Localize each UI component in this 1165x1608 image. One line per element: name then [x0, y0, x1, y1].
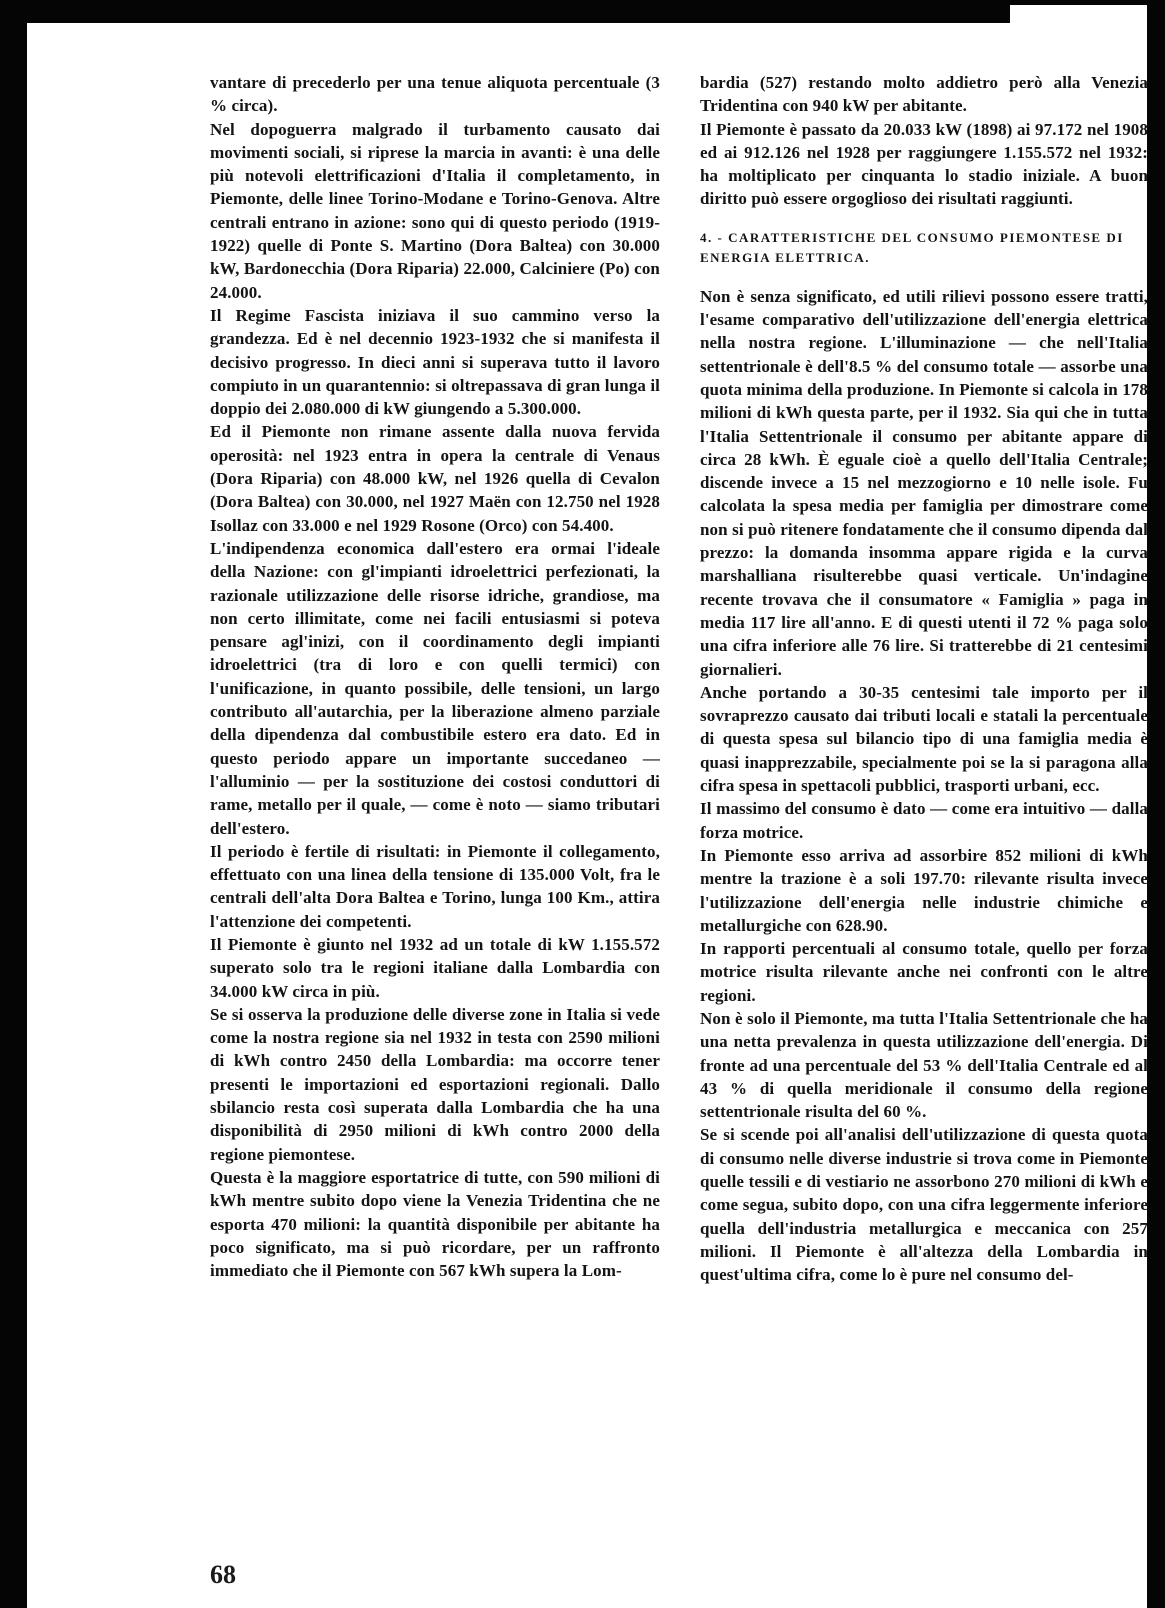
page-number: 68 — [210, 1560, 236, 1589]
scan-edge-left — [0, 0, 27, 1608]
paragraph: bardia (527) restando molto addietro però alla Venezia Tridentina con 940 kW per abitante. — [700, 73, 1148, 116]
paragraph: Il Piemonte è giunto nel 1932 ad un totale di kW 1.155.572 superato solo tra le regioni italiane dalla Lombardia con 34.000 kW circa in più. — [210, 934, 660, 1001]
left-column — [210, 71, 660, 1282]
paragraph: Il Piemonte è passato da 20.033 kW (1898) ai 97.172 nel 1908 ed ai 912.126 nel 1928 per raggiungere 1.155.572 nel 1932: ha moltiplicato per cinquanta lo stadio iniziale. A buon diritto può essere orgoglioso dei risultati raggiunti. — [700, 119, 1148, 209]
scan-edge-right — [1147, 0, 1165, 1608]
paragraph: Anche portando a 30-35 centesimi tale importo per il sovraprezzo causato dai tributi locali e statali la percentuale di questa spesa sul bilancio tipo di una famiglia media è quasi inapprezzabile, specialmente poi se la si paragona alla cifra spesa in spettacoli pubblici, trasporti urbani, ecc. — [700, 682, 1148, 796]
paragraph: Se si scende poi all'analisi dell'utilizzazione di questa quota di consumo nelle diverse industrie si trova come in Piemonte quelle tessili e di vestiario ne assorbono 270 milioni di kWh e come segua, subito dopo, con una cifra leggermente inferiore quella dell'industria metallurgica e meccanica con 257 milioni. Il Piemonte è all'altezza della Lombardia in quest'ultima cifra, come lo è pure nel consumo del- — [700, 1125, 1148, 1285]
paragraph: In Piemonte esso arriva ad assorbire 852 milioni di kWh mentre la trazione è a soli 197.70: rilevante risulta invece l'utilizzazione dell'energia nelle industrie chimiche e metallurgiche con 628.90. — [700, 845, 1148, 935]
scan-edge-top-right — [1010, 0, 1165, 5]
paragraph: Il Regime Fascista iniziava il suo cammino verso la grandezza. Ed è nel decennio 1923-1932 che si manifesta il decisivo progresso. In dieci anni si superava tutto il lavoro compiuto in un quarantennio: si oltrepassava di gran lunga il doppio dei 2.080.000 di kW giungendo a 5.300.000. — [210, 305, 660, 419]
paragraph: Il periodo è fertile di risultati: in Piemonte il collegamento, effettuato con una linea della tensione di 135.000 Volt, fra le centrali dell'alta Dora Baltea e Torino, lunga 100 Km., attira l'attenzione dei competenti. — [210, 841, 660, 931]
paragraph: Non è senza significato, ed utili rilievi possono essere tratti, l'esame comparativo dell'utilizzazione dell'energia elettrica nella nostra regione. L'illuminazione — che nell'Italia settentrionale è dell'8.5 % del consumo totale — assorbe una quota minima della produzione. In Piemonte si calcola in 178 milioni di kWh questa parte, per il 1932. Sia qui che in tutta l'Italia Settentrionale il consumo per abitante appare di circa 28 kWh. È eguale cioè a quello dell'Italia Centrale; discende invece a 15 nel mezzogiorno e 10 nelle isole. Fu calcolata la spesa media per famiglia per dimostrare come non si può ritenere fondatamente che il consumo dipenda dal prezzo: la domanda insomma appare rigida e la curva marshalliana risulterebbe quasi verticale. Un'indagine recente trovava che il consumatore « Famiglia » paga in media 117 lire all'anno. E di questi utenti il 72 % paga solo una cifra inferiore alle 76 lire. Si tratterebbe di 21 centesimi giornalieri. — [700, 286, 1148, 679]
paragraph: L'indipendenza economica dall'estero era ormai l'ideale della Nazione: con gl'impianti idroelettrici perfezionati, la razionale utilizzazione delle risorse idriche, grandiose, ma non certo illimitate, come nei facili entusiasmi si poteva pensare agl'inizi, con il coordinamento degli impianti idroelettrici (tra di loro e con quelli termici) con l'unificazione, in quanto possibile, delle tensioni, un largo contributo all'autarchia, per la liberazione almeno parziale della dipendenza dal combustibile estero era dato. Ed in questo periodo appare un importante succedaneo — l'alluminio — per la sostituzione dei costosi conduttori di rame, metallo per il quale, — come è noto — siamo tributari dell'estero. — [210, 538, 660, 838]
paragraph: Ed il Piemonte non rimane assente dalla nuova fervida operosità: nel 1923 entra in opera la centrale di Venaus (Dora Riparia) con 48.000 kW, nel 1926 quella di Cevalon (Dora Baltea) con 30.000, nel 1927 Maën con 12.750 nel 1928 Isollaz con 33.000 e nel 1929 Rosone (Orco) con 54.400. — [210, 422, 660, 535]
paragraph: Il massimo del consumo è dato — come era intuitivo — dalla forza motrice. — [700, 799, 1148, 842]
section-heading: 4. - CARATTERISTICHE DEL CONSUMO PIEMONTESE DI ENERGIA ELETTRICA. — [700, 229, 1124, 265]
paragraph: Nel dopoguerra malgrado il turbamento causato dai movimenti sociali, si riprese la marcia in avanti: è una delle più notevoli elettrificazioni d'Italia il completamento, in Piemonte, delle linee Torino-Modane e Torino-Genova. Altre centrali entrano in azione: sono qui di questo periodo (1919-1922) quelle di Ponte S. Martino (Dora Baltea) con 30.000 kW, Bardonecchia (Dora Riparia) 22.000, Calciniere (Po) con 24.000. — [210, 119, 660, 302]
scan-edge-top — [0, 0, 1010, 23]
paragraph: In rapporti percentuali al consumo totale, quello per forza motrice risulta rilevante anche nei confronti con le altre regioni. — [700, 939, 1148, 1005]
paragraph: Non è solo il Piemonte, ma tutta l'Italia Settentrionale che ha una netta prevalenza in questa utilizzazione dell'energia. Di fronte ad una percentuale del 53 % dell'Italia Centrale ed al 43 % di quella meridionale il consumo della regione settentrionale risulta del 60 %. — [700, 1008, 1148, 1122]
right-column — [700, 71, 1148, 1287]
paragraph: Se si osserva la produzione delle diverse zone in Italia si vede come la nostra regione sia nel 1932 in testa con 2590 milioni di kWh contro 2450 della Lombardia: ma occorre tener presenti le importazioni ed esportazioni regionali. Dallo sbilancio resta così superata dalla Lombardia che ha una disponibilità di 2950 milioni di kWh contro 2000 della regione piemontese. — [210, 1004, 660, 1164]
paragraph: vantare di precederlo per una tenue aliquota percentuale (3 % circa). — [210, 73, 660, 116]
paragraph: Questa è la maggiore esportatrice di tutte, con 590 milioni di kWh mentre subito dopo viene la Venezia Tridentina che ne esporta 470 milioni: la quantità disponibile per abitante ha poco significato, ma si può ricordare, per un raffronto immediato che il Piemonte con 567 kWh supera la Lom- — [210, 1167, 660, 1281]
